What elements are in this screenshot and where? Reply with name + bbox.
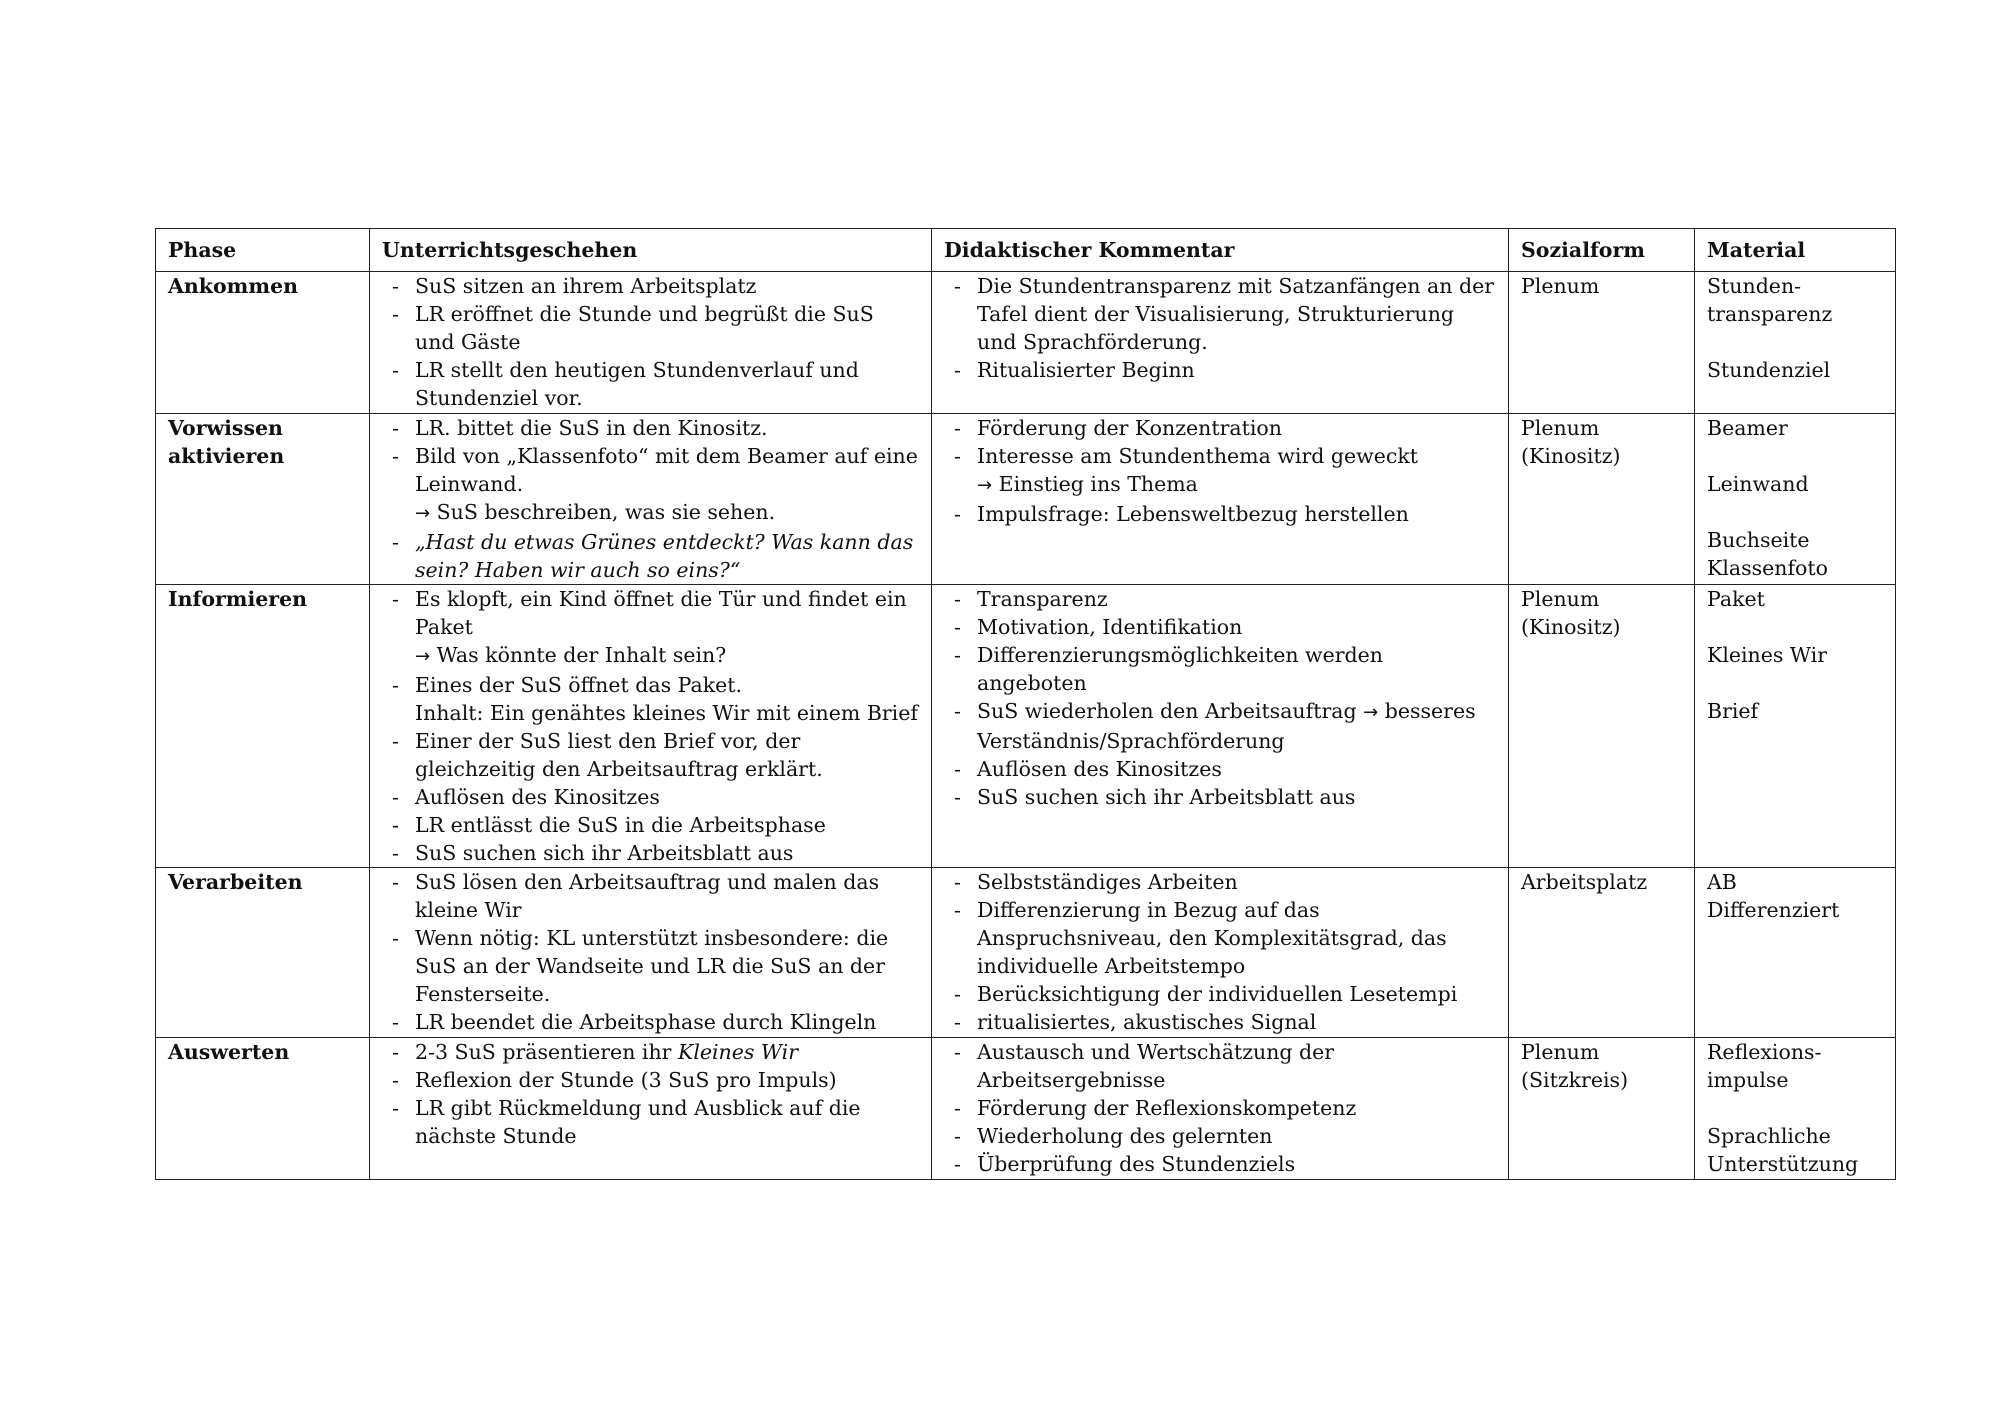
phase-cell: Verarbeiten — [156, 868, 370, 1038]
lesson-plan-table — [155, 228, 1896, 1180]
list-item: - LR gibt Rückmeldung und Ausblick auf die nächste Stunde — [392, 1096, 861, 1148]
dash-icon: - — [392, 587, 399, 611]
material-cell: Paket Kleines Wir Brief — [1695, 585, 1896, 868]
list-item: - LR eröffnet die Stunde und begrüßt die SuS und Gäste — [392, 302, 874, 354]
table-row — [156, 272, 1896, 414]
list-item: - SuS lösen den Arbeitsauftrag und malen das kleine Wir — [392, 870, 880, 922]
list-item: - Interesse am Stundenthema wird geweckt → Einstieg ins Thema — [954, 444, 1418, 496]
list-item: - LR beendet die Arbeitsphase durch Klingeln — [392, 1010, 877, 1034]
dash-icon: - — [392, 302, 399, 326]
dash-icon: - — [954, 587, 961, 611]
sozialform-cell: Plenum (Kinositz) — [1509, 414, 1695, 585]
dash-icon: - — [392, 416, 399, 440]
dash-icon: - — [392, 813, 399, 837]
unterricht-cell — [370, 272, 932, 414]
dash-icon: - — [954, 358, 961, 382]
list-item: - Bild von „Klassenfoto“ mit dem Beamer auf eine Leinwand. → SuS beschreiben, was sie sehen. — [392, 444, 918, 524]
kommentar-cell — [932, 1038, 1509, 1180]
header-row — [156, 229, 1896, 272]
kommentar-cell — [932, 868, 1509, 1038]
header-sozialform: Sozialform — [1509, 229, 1695, 272]
dash-icon: - — [392, 729, 399, 753]
dash-icon: - — [954, 1010, 961, 1034]
sozialform-cell: Plenum (Sitzkreis) — [1509, 1038, 1695, 1180]
list-item: - LR entlässt die SuS in die Arbeitsphase — [392, 813, 826, 837]
dash-icon: - — [392, 358, 399, 382]
list-item: - Auflösen des Kinositzes — [392, 785, 660, 809]
unterricht-cell — [370, 868, 932, 1038]
sozialform-cell: Plenum (Kinositz) — [1509, 585, 1695, 868]
list-item: - Differenzierung in Bezug auf das Anspruchsniveau, den Komplexitätsgrad, das individuelle Arbeitstempo — [954, 898, 1447, 978]
list-item: - 2-3 SuS präsentieren ihr Kleines Wir — [392, 1040, 798, 1064]
dash-icon: - — [954, 870, 961, 894]
dash-icon: - — [392, 1010, 399, 1034]
dash-icon: - — [954, 1124, 961, 1148]
phase-cell: Auswerten — [156, 1038, 370, 1180]
list-item: - Förderung der Konzentration — [954, 416, 1282, 440]
table-row — [156, 1038, 1896, 1180]
list-item: - Eines der SuS öffnet das Paket. Inhalt: Ein genähtes kleines Wir mit einem Brief — [392, 673, 918, 725]
list-item: - Reflexion der Stunde (3 SuS pro Impuls) — [392, 1068, 837, 1092]
table-row — [156, 868, 1896, 1038]
unterricht-cell — [370, 585, 932, 868]
kommentar-cell — [932, 414, 1509, 585]
unterricht-cell — [370, 414, 932, 585]
list-item: - SuS wiederholen den Arbeitsauftrag → besseres Verständnis/Sprachförderung — [954, 699, 1476, 753]
dash-icon: - — [954, 785, 961, 809]
list-item: - Einer der SuS liest den Brief vor, der gleichzeitig den Arbeitsauftrag erklärt. — [392, 729, 823, 781]
list-item: - Es klopft, ein Kind öffnet die Tür und findet ein Paket → Was könnte der Inhalt sein? — [392, 587, 907, 667]
header-didaktischer-kommentar: Didaktischer Kommentar — [932, 229, 1509, 272]
list-item: - Ritualisierter Beginn — [954, 358, 1195, 382]
material-cell: Beamer Leinwand Buchseite Klassenfoto — [1695, 414, 1896, 585]
list-item: - Motivation, Identifikation — [954, 615, 1243, 639]
material-cell: Reflexions- impulse Sprachliche Unterstützung — [1695, 1038, 1896, 1180]
list-item: - Impulsfrage: Lebensweltbezug herstellen — [954, 502, 1409, 526]
sozialform-cell: Arbeitsplatz — [1509, 868, 1695, 1038]
right-arrow-icon: → — [977, 475, 993, 496]
list-item: - LR. bittet die SuS in den Kinositz. — [392, 416, 768, 440]
list-item: - Die Stundentransparenz mit Satzanfängen an der Tafel dient der Visualisierung, Strukturierung und Sprachförderung. — [954, 274, 1495, 354]
header-unterrichtsgeschehen: Unterrichtsgeschehen — [370, 229, 932, 272]
dash-icon: - — [392, 444, 399, 468]
dash-icon: - — [954, 274, 961, 298]
right-arrow-icon: → — [415, 503, 431, 524]
list-item: - Berücksichtigung der individuellen Lesetempi — [954, 982, 1458, 1006]
dash-icon: - — [954, 643, 961, 667]
list-item: - SuS suchen sich ihr Arbeitsblatt aus — [392, 841, 794, 865]
list-item: - Auflösen des Kinositzes — [954, 757, 1222, 781]
material-cell: Stunden- transparenz Stundenziel — [1695, 272, 1896, 414]
phase-cell — [156, 272, 370, 414]
table-row — [156, 585, 1896, 868]
dash-icon: - — [954, 502, 961, 526]
dash-icon: - — [392, 673, 399, 697]
header-material: Material — [1695, 229, 1896, 272]
dash-icon: - — [392, 785, 399, 809]
dash-icon: - — [392, 926, 399, 950]
dash-icon: - — [954, 1096, 961, 1120]
dash-icon: - — [392, 1096, 399, 1120]
dash-icon: - — [954, 1040, 961, 1064]
list-item: - Förderung der Reflexionskompetenz — [954, 1096, 1357, 1120]
dash-icon: - — [392, 870, 399, 894]
list-item: - SuS suchen sich ihr Arbeitsblatt aus — [954, 785, 1356, 809]
right-arrow-icon: → — [415, 646, 431, 667]
list-item: - Transparenz — [954, 587, 1108, 611]
dash-icon: - — [954, 757, 961, 781]
dash-icon: - — [954, 416, 961, 440]
sozialform-cell: Plenum — [1509, 272, 1695, 414]
phase-cell: Informieren — [156, 585, 370, 868]
kommentar-cell — [932, 585, 1509, 868]
right-arrow-icon: → — [1363, 702, 1379, 723]
list-item: - Wenn nötig: KL unterstützt insbesondere: die SuS an der Wandseite und LR die SuS an der Fensterseite. — [392, 926, 889, 1006]
list-item: - Überprüfung des Stundenziels — [954, 1152, 1296, 1176]
dash-icon: - — [954, 1152, 961, 1176]
list-item: - Differenzierungsmöglichkeiten werden angeboten — [954, 643, 1383, 695]
dash-icon: - — [954, 615, 961, 639]
list-item: - Wiederholung des gelernten — [954, 1124, 1273, 1148]
dash-icon: - — [954, 699, 961, 723]
list-item: - LR stellt den heutigen Stundenverlauf und Stundenziel vor. — [392, 358, 859, 410]
list-item: - ritualisiertes, akustisches Signal — [954, 1010, 1317, 1034]
header-phase: Phase — [156, 229, 370, 272]
material-cell: AB Differenziert — [1695, 868, 1896, 1038]
unterricht-cell — [370, 1038, 932, 1180]
phase-cell: Vorwissen aktivieren — [156, 414, 370, 585]
dash-icon: - — [954, 982, 961, 1006]
list-item: - Austausch und Wertschätzung der Arbeitsergebnisse — [954, 1040, 1335, 1092]
dash-icon: - — [392, 530, 399, 554]
dash-icon: - — [954, 444, 961, 468]
phase-label: Ankommen — [168, 274, 299, 298]
dash-icon: - — [392, 274, 399, 298]
dash-icon: - — [392, 841, 399, 865]
dash-icon: - — [954, 898, 961, 922]
dash-icon: - — [392, 1040, 399, 1064]
list-item: - Selbstständiges Arbeiten — [954, 870, 1238, 894]
kommentar-cell — [932, 272, 1509, 414]
dash-icon: - — [392, 1068, 399, 1092]
list-item: - „Hast du etwas Grünes entdeckt? Was kann das sein? Haben wir auch so eins?“ — [392, 530, 914, 582]
table-row — [156, 414, 1896, 585]
list-item: - SuS sitzen an ihrem Arbeitsplatz — [392, 274, 757, 298]
